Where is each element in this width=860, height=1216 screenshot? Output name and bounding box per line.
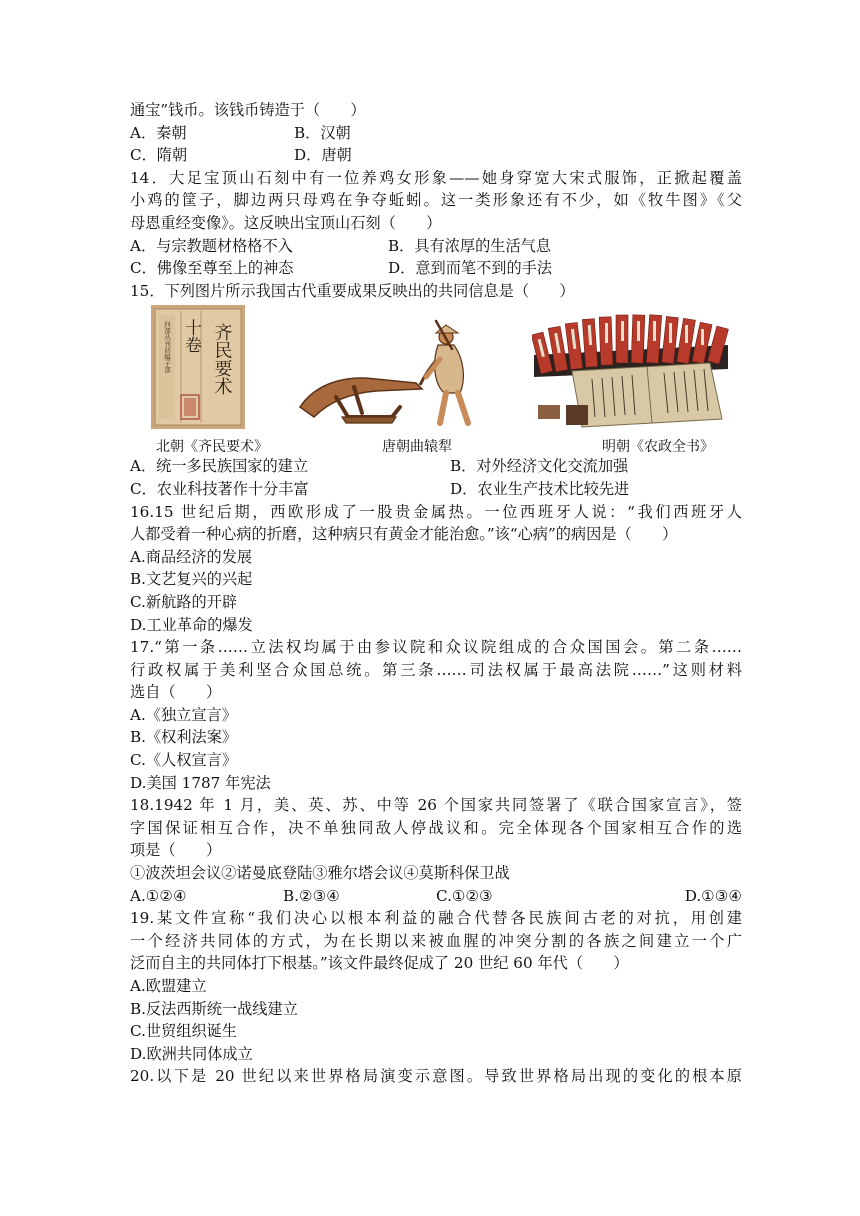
q15-figures [130, 303, 742, 455]
q14-option-a[interactable]: A．与宗教题材格格不入 [130, 236, 293, 255]
q16-stem-line-1: 16.15 世纪后期，西欧形成了一股贵金属热。一位西班牙人说：“我们西班牙人 [130, 502, 742, 521]
q16-option-d[interactable]: D.工业革命的爆发 [130, 615, 253, 634]
exam-page [130, 99, 742, 1088]
q16-stem-line-2: 人都受着一种心病的折磨，这种病只有黄金才能治愈。”该“心病”的病因是（ ） [130, 525, 678, 544]
q18-option-a[interactable]: A.①②④ [130, 886, 187, 905]
book-title-text: 齐民要术 [211, 323, 233, 396]
q15-stem: 15．下列图片所示我国古代重要成果反映出的共同信息是（ ） [130, 281, 575, 300]
q18-stem-line-2: 字国保证相互合作，决不单独同敌人停战议和。完全体现各个国家相互合作的选 [130, 818, 742, 837]
q15-options-row-2 [130, 478, 742, 501]
q13-option-d[interactable]: D．唐朝 [294, 146, 352, 165]
q14-stem-line-3: 母恩重经变像》。这反映出宝顶山石刻（ ） [130, 213, 442, 232]
q14-stem-line-1: 14．大足宝顶山石刻中有一位养鸡女形象——她身穿宽大宋式服饰，正掀起覆盖 [130, 168, 742, 187]
q18-stem-line-3: 项是（ ） [130, 841, 222, 860]
book-side-text: 四部丛刊初编子部 [163, 321, 171, 374]
q17-stem-line-1: 17.“第一条……立法权均属于由参议院和众议院组成的合众国国会。第二条…… [130, 638, 742, 657]
q15-option-b[interactable]: B．对外经济文化交流加强 [450, 457, 629, 476]
q20-stem-line-1: 20.以下是 20 世纪以来世界格局演变示意图。导致世界格局出现的变化的根本原 [130, 1067, 742, 1086]
q19-option-c[interactable]: C.世贸组织诞生 [130, 1022, 238, 1041]
caption-nongzheng-quanshu: 明朝《农政全书》 [602, 439, 714, 456]
q18-option-c[interactable]: C.①②③ [436, 886, 493, 905]
q15-option-a[interactable]: A．统一多民族国家的建立 [130, 457, 309, 476]
curved-plow-image [296, 313, 492, 429]
q19-stem-line-1: 19.某文件宣称“我们决心以根本利益的融合代替各民族间古老的对抗，用创建 [130, 909, 742, 928]
q13-option-a[interactable]: A．秦朝 [130, 123, 187, 142]
q18-option-b[interactable]: B.②③④ [283, 886, 340, 905]
q17-option-b[interactable]: B.《权利法案》 [130, 728, 238, 747]
q18-options-row [130, 885, 742, 908]
q14-options-row-1 [130, 235, 742, 258]
q13-options-row-2 [130, 144, 742, 167]
q16-option-b[interactable]: B.文艺复兴的兴起 [130, 570, 253, 589]
q17-stem-line-3: 选自（ ） [130, 683, 222, 702]
q19-option-a[interactable]: A.欧盟建立 [130, 977, 207, 995]
q19-stem-line-3: 泛而自主的共同体打下根基。”该文件最终促成了 20 世纪 60 年代（ ） [130, 954, 629, 973]
q16-option-a[interactable]: A.商品经济的发展 [130, 547, 253, 566]
q14-stem-line-2: 小鸡的筐子，脚边两只母鸡在争夺蚯蚓。这一类形象还有不少，如《牧牛图》《父 [130, 191, 742, 210]
q18-stem-line-4: ①波茨坦会议②诺曼底登陆③雅尔塔会议④莫斯科保卫战 [130, 864, 510, 883]
q17-option-c[interactable]: C.《人权宣言》 [130, 751, 238, 770]
q14-option-b[interactable]: B．具有浓厚的生活气息 [388, 236, 552, 255]
caption-curved-plow: 唐朝曲辕犁 [382, 439, 452, 456]
q18-stem-line-1: 18.1942 年 1 月，美、英、苏、中等 26 个国家共同签署了《联合国家宣言》，签 [130, 796, 742, 815]
q13-option-b[interactable]: B．汉朝 [294, 123, 351, 142]
q14-option-d[interactable]: D．意到而笔不到的手法 [388, 259, 553, 278]
q17-option-d[interactable]: D.美国 1787 年宪法 [130, 773, 271, 792]
qimin-yaoshu-book-image [151, 305, 245, 429]
q14-options-row-2 [130, 257, 742, 280]
q13-stem-tail: 通宝”钱币。该钱币铸造于（ ） [130, 101, 366, 119]
q14-option-c[interactable]: C．佛像至尊至上的神态 [130, 259, 294, 278]
book-volume-text: 十卷 [181, 319, 201, 354]
q15-option-c[interactable]: C．农业科技著作十分丰富 [130, 479, 309, 498]
q15-option-d[interactable]: D．农业生产技术比较先进 [450, 479, 630, 498]
q16-option-c[interactable]: C.新航路的开辟 [130, 592, 238, 611]
q19-option-d[interactable]: D.欧洲共同体成立 [130, 1044, 253, 1063]
q17-option-a[interactable]: A.《独立宣言》 [130, 705, 237, 724]
q18-option-d[interactable]: D.①③④ [684, 886, 742, 905]
q13-option-c[interactable]: C．隋朝 [130, 146, 188, 165]
q19-stem-line-2: 一个经济共同体的方式，为在长期以来被血腥的冲突分割的各族之间建立一个广 [130, 931, 742, 950]
nongzheng-quanshu-image [532, 305, 730, 431]
caption-qimin-yaoshu: 北朝《齐民要术》 [156, 439, 268, 456]
q19-option-b[interactable]: B.反法西斯统一战线建立 [130, 999, 298, 1018]
q13-options-row-1 [130, 122, 742, 145]
q17-stem-line-2: 行政权属于美利坚合众国总统。第三条……司法权属于最高法院……”这则材料 [130, 660, 742, 679]
